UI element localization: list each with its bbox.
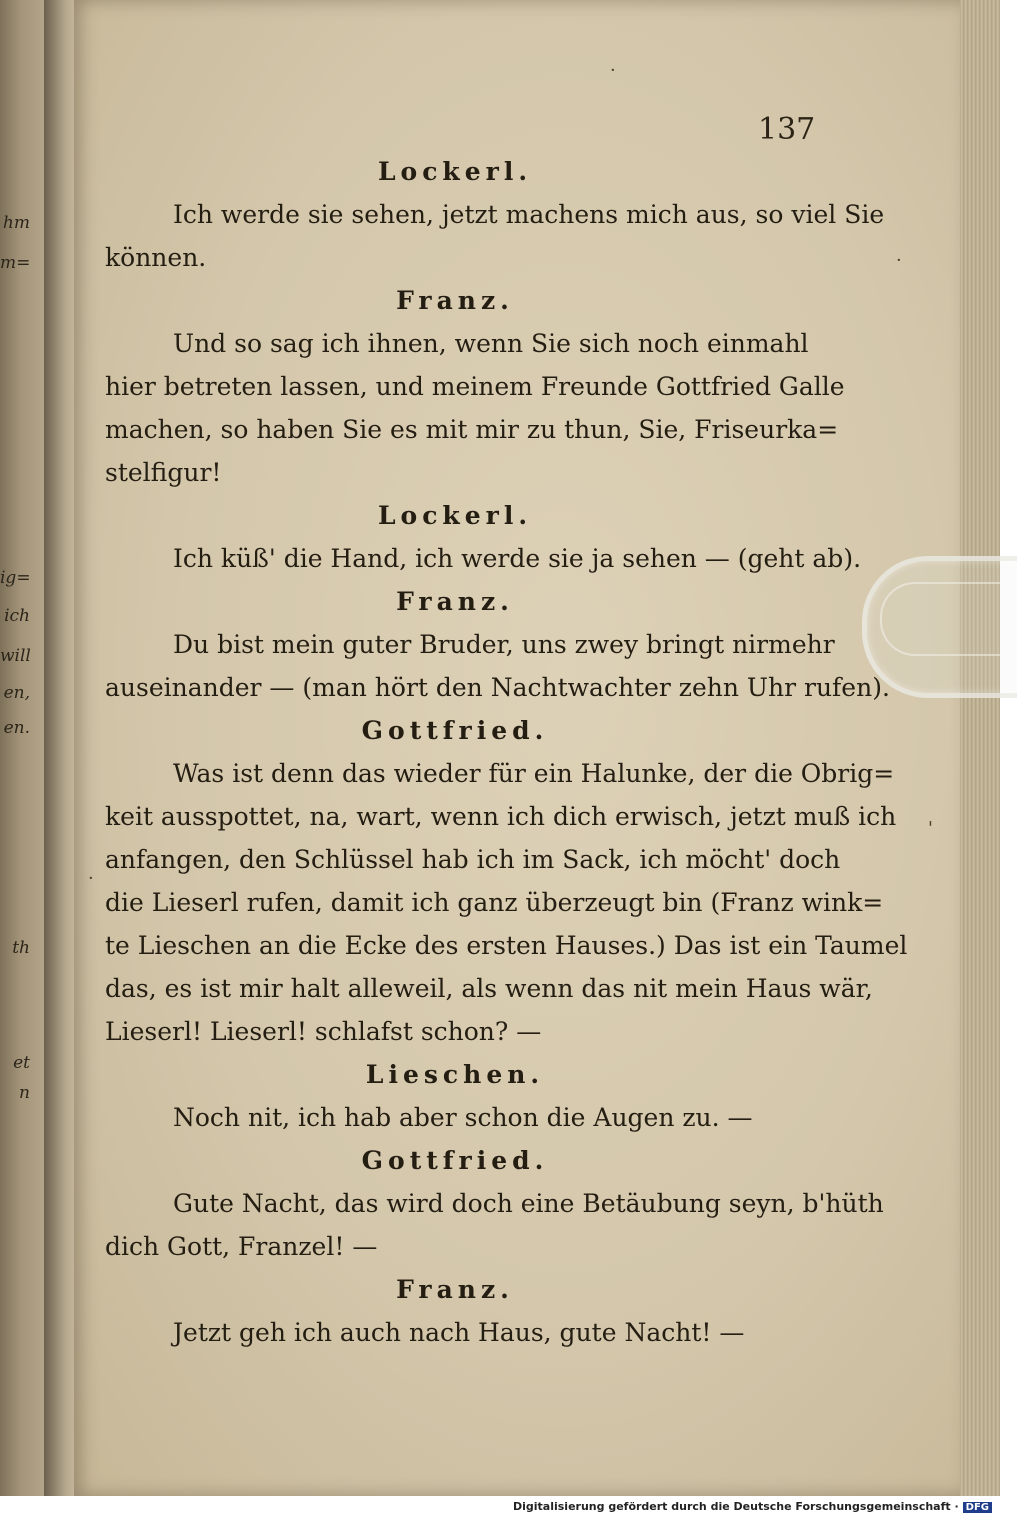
paper-speck: ' [928, 818, 933, 839]
speaker-name: Franz. [396, 286, 514, 315]
page-stack-edge [960, 0, 1000, 1496]
text-line: machen, so haben Sie es mit mir zu thun, Sie, Friseurka= [105, 415, 839, 444]
text-line: können. [105, 243, 207, 272]
speaker-name: Lockerl. [377, 501, 533, 530]
left-page-fragment: th [12, 938, 30, 958]
speaker-name: Franz. [396, 587, 514, 616]
left-page-fragment: hm [2, 213, 30, 233]
dfg-logo: DFG [963, 1502, 992, 1513]
text-line: hier betreten lassen, und meinem Freunde Gottfried Galle [105, 372, 845, 401]
page-number: 137 [758, 112, 816, 147]
paper-speck: · [88, 868, 94, 889]
left-page-fragment: n [19, 1083, 30, 1103]
text-line: die Lieserl rufen, damit ich ganz überzeugt bin (Franz wink= [105, 888, 884, 917]
left-page-fragment: m= [0, 253, 31, 273]
text-line: Du bist mein guter Bruder, uns zwey bringt nirmehr [173, 630, 835, 659]
paper-speck: · [610, 60, 616, 81]
text-line: das, es ist mir halt alleweil, als wenn das nit mein Haus wär, [105, 974, 873, 1003]
speaker-name: Gottfried. [361, 1146, 549, 1175]
text-line: keit ausspottet, na, wart, wenn ich dich erwisch, jetzt muß ich [105, 802, 897, 831]
left-page-fragment: ich [4, 606, 30, 626]
paper-speck: · [896, 250, 902, 271]
text-line: Und so sag ich ihnen, wenn Sie sich noch einmahl [173, 329, 809, 358]
text-line: dich Gott, Franzel! — [105, 1232, 378, 1261]
funding-credit-text: Digitalisierung gefördert durch die Deutsche Forschungsgemeinschaft · [512, 1500, 959, 1513]
left-page-fragment: en. [3, 718, 30, 738]
text-line: Ich werde sie sehen, jetzt machens mich aus, so viel Sie [173, 200, 885, 229]
left-page-fragment: en, [3, 683, 30, 703]
page-text [105, 150, 908, 1354]
text-line: te Lieschen an die Ecke des ersten Hauses.) Das ist ein Taumel [105, 931, 908, 960]
speaker-name: Lockerl. [377, 157, 533, 186]
left-page-fragment: ig= [0, 568, 31, 588]
text-line: Gute Nacht, das wird doch eine Betäubung seyn, b'hüth [173, 1189, 884, 1218]
text-line: Noch nit, ich hab aber schon die Augen zu. — [173, 1103, 753, 1132]
text-line: Jetzt geh ich auch nach Haus, gute Nacht! — [173, 1318, 745, 1347]
left-page-fragment: et [13, 1053, 30, 1073]
page-clip-highlight [880, 582, 1002, 656]
text-line: auseinander — (man hört den Nachtwachter zehn Uhr rufen). [105, 673, 890, 702]
funding-credit [513, 1500, 992, 1513]
text-line: anfangen, den Schlüssel hab ich im Sack, ich möcht' doch [105, 845, 841, 874]
text-line: Ich küß' die Hand, ich werde sie ja sehen — (geht ab). [173, 544, 862, 573]
speaker-name: Gottfried. [361, 716, 549, 745]
left-page-fragment: will [0, 646, 31, 666]
speaker-name: Lieschen. [365, 1060, 545, 1089]
text-line: Lieserl! Lieserl! schlafst schon? — [105, 1017, 542, 1046]
text-line: Was ist denn das wieder für ein Halunke, der die Obrig= [173, 759, 895, 788]
text-line: stelfigur! [105, 458, 222, 487]
speaker-name: Franz. [396, 1275, 514, 1304]
